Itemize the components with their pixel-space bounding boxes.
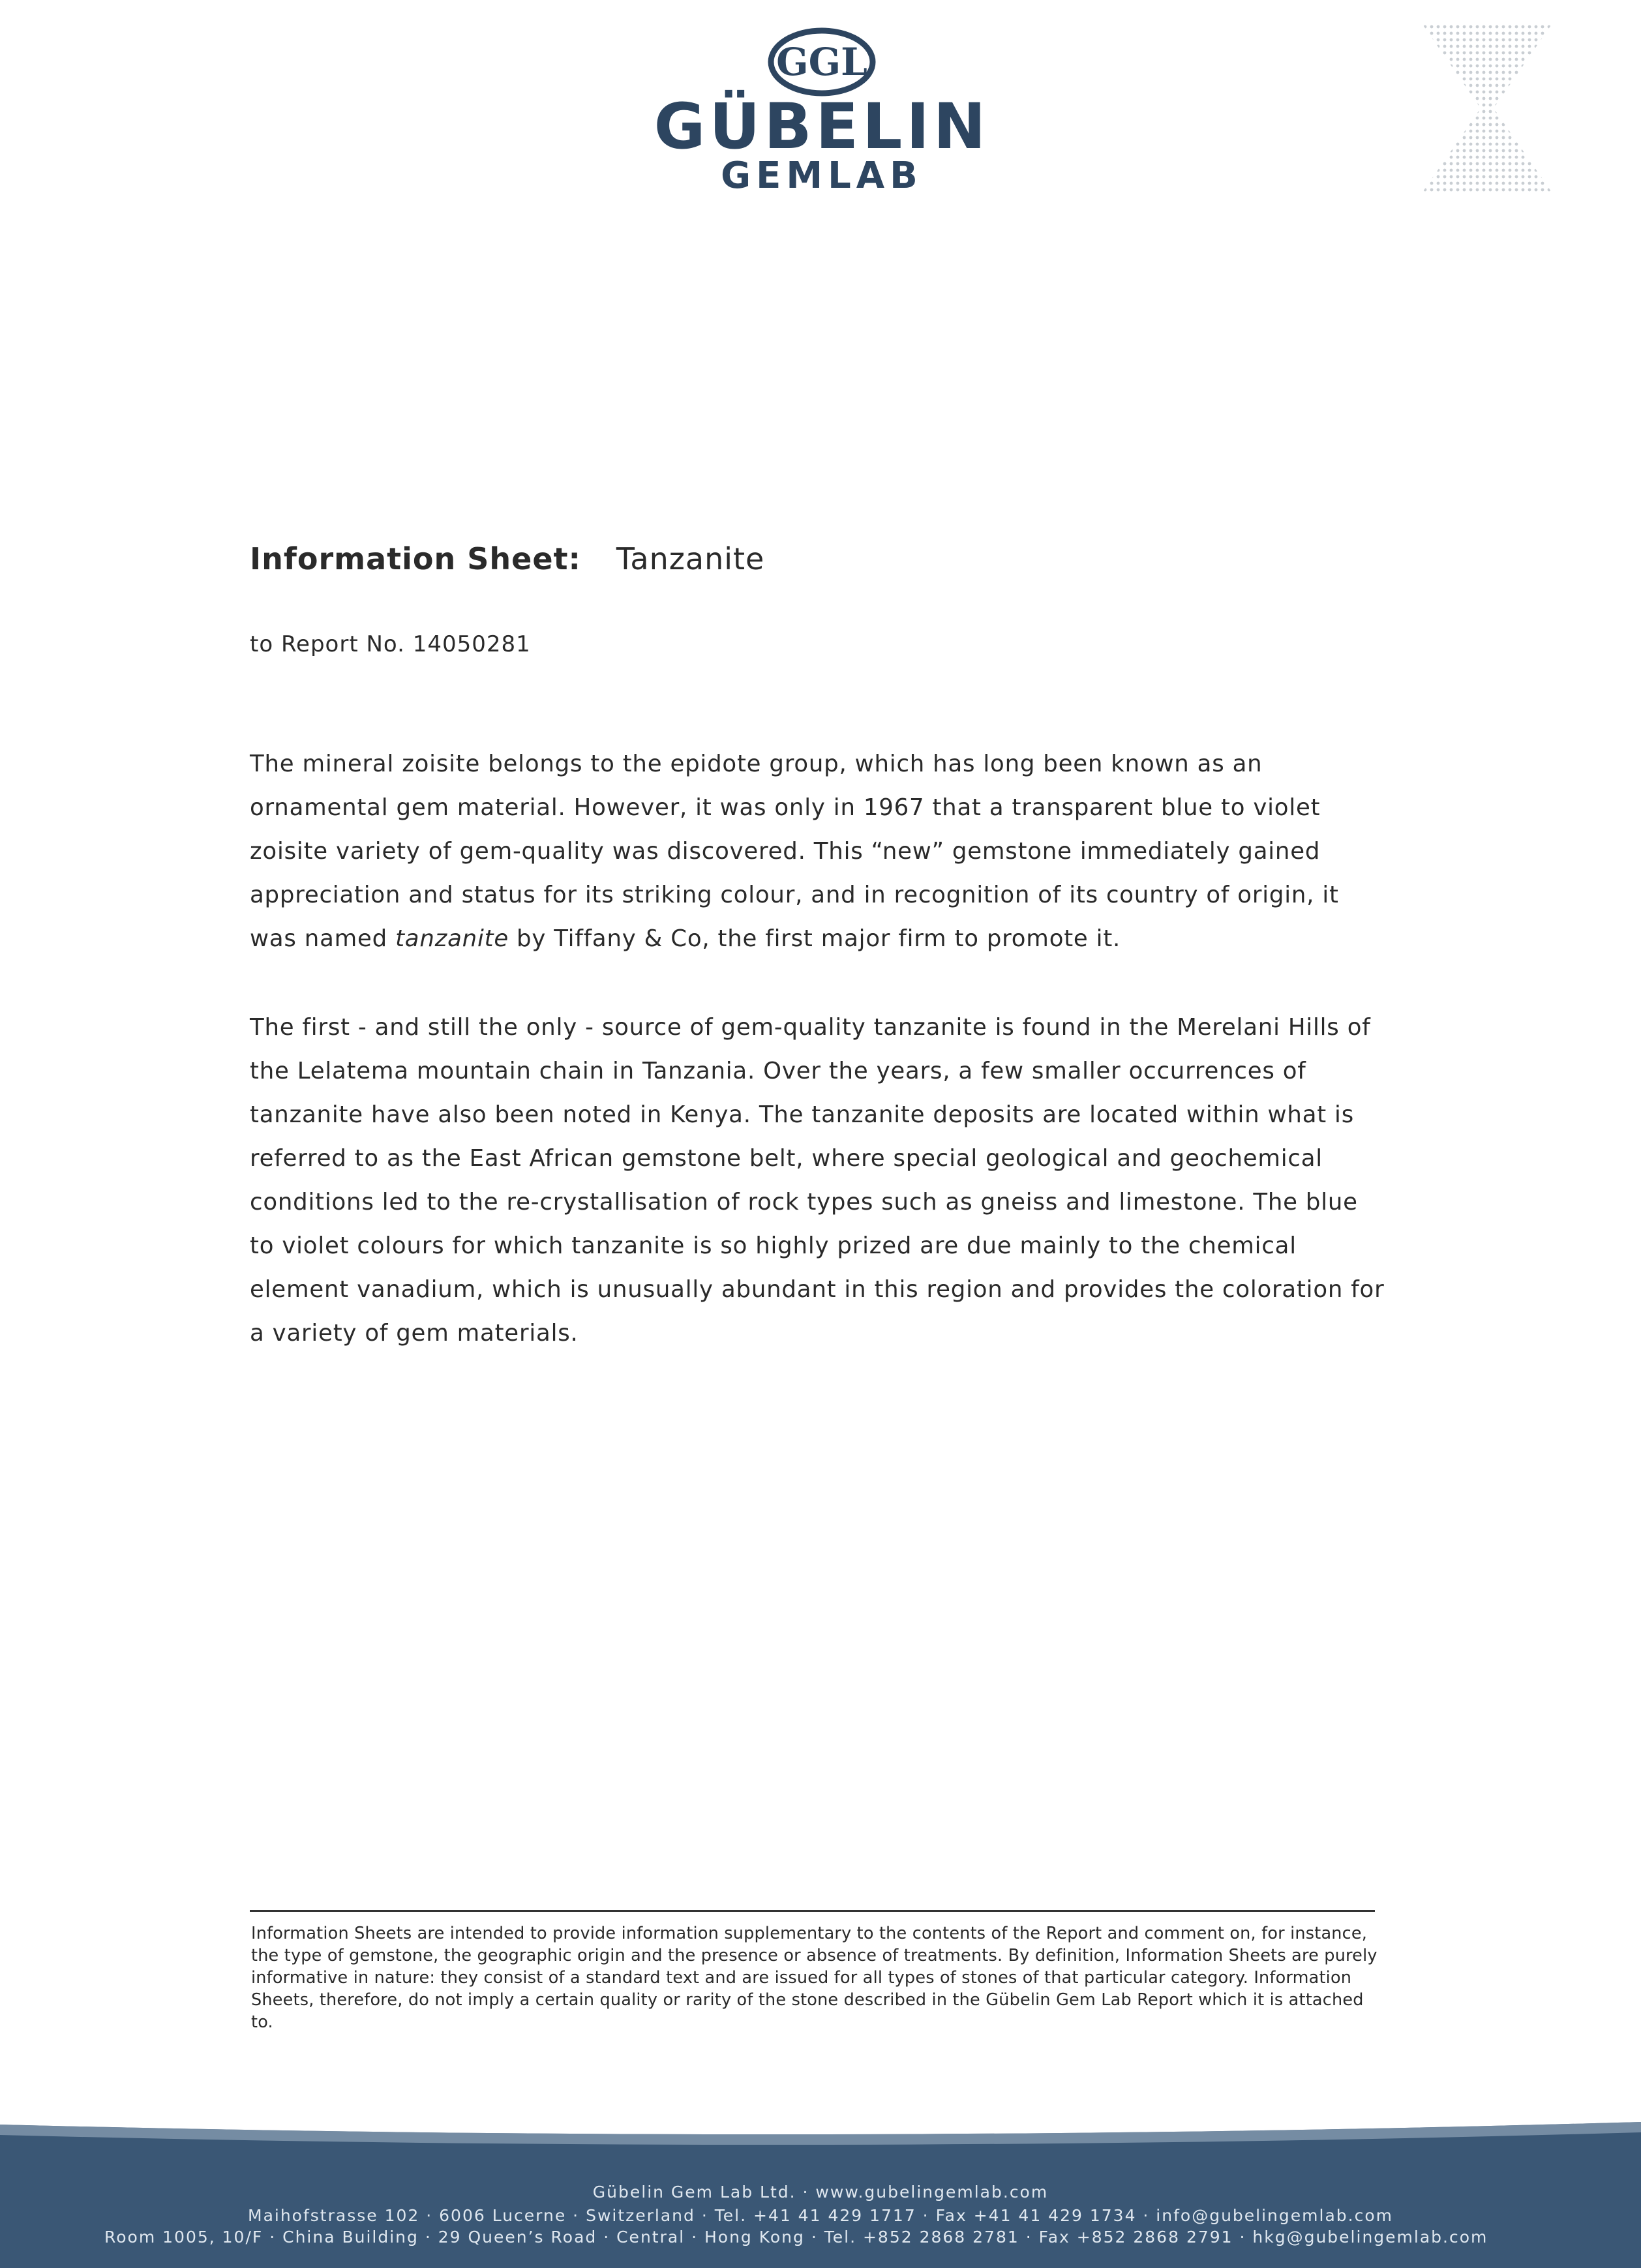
gubelin-logo (620, 26, 1024, 197)
paragraph-1 (250, 742, 1385, 961)
footer-hongkong-address: Room 1005, 10/F · China Building · 29 Queen’s Road · Central · Hong Kong · Tel. +852 2868 2781 · Fax +852 2868 2791 · hkg@gubelingemlab.com (104, 2228, 1488, 2246)
paragraph-2: The first - and still the only - source of gem-quality tanzanite is found in the Merelani Hills of the Lelatema mountain chain in Tanzania. Over the years, a few smaller occurrences of tanzanite have also been noted in Kenya. The tanzanite deposits are located within what is referred to as the East African gemstone belt, where special geological and geochemical conditions led to the re-crystallisation of rock types such as gneiss and limestone. The blue to violet colours for which tanzanite is so highly prized are due mainly to the chemical element vanadium, which is unusually abundant in this region and provides the coloration for a variety of gem materials. (250, 1014, 1385, 1347)
gl-monogram-icon (766, 26, 877, 98)
hourglass-ornament-icon (1422, 23, 1552, 193)
brand-name: GÜBELIN (654, 90, 990, 163)
paragraph-1-text-b: by Tiffany & Co, the first major firm to promote it. (508, 925, 1121, 952)
title-value: Tanzanite (616, 541, 765, 576)
disclaimer-text: Information Sheets are intended to provide information supplementary to the contents of the Report and comment on, for instance, the type of gemstone, the geographic origin and the presence or absence of treatments. By definition, Information Sheets are purely informative in nature: they consist of a standard text and are issued for all types of stones of that particular category. Information Sheets, therefore, do not imply a certain quality or rarity of the stone described in the Gübelin Gem Lab Report which it is attached to. (251, 1924, 1378, 2032)
footer-company: Gübelin Gem Lab Ltd. · www.gubelingemlab.com (592, 2183, 1049, 2201)
footer-band (0, 2113, 1641, 2268)
report-reference: to Report No. 14050281 (250, 631, 531, 657)
svg-text:GGL: GGL (776, 40, 867, 84)
paragraph-1-italic: tanzanite (395, 925, 509, 952)
paragraph-1-text-a: The mineral zoisite belongs to the epidote group, which has long been known as an ornamental gem material. However, it was only in 1967 that a transparent blue to violet zoisite variety of gem-quality was discovered. This “new” gemstone immediately gained appreciation and status for its striking colour, and in recognition of its country of origin, it was named (250, 751, 1339, 952)
footer-lines (0, 2181, 1641, 2228)
footer-lucerne-address: Maihofstrasse 102 · 6006 Lucerne · Switzerland · Tel. +41 41 429 1717 · Fax +41 41 429 1734 · info@gubelingemlab.com (248, 2206, 1393, 2225)
brand-sub: GEMLAB (721, 155, 923, 197)
footnote-divider (250, 1910, 1375, 1912)
title-label: Information Sheet: (250, 541, 581, 576)
page-title (250, 541, 764, 576)
